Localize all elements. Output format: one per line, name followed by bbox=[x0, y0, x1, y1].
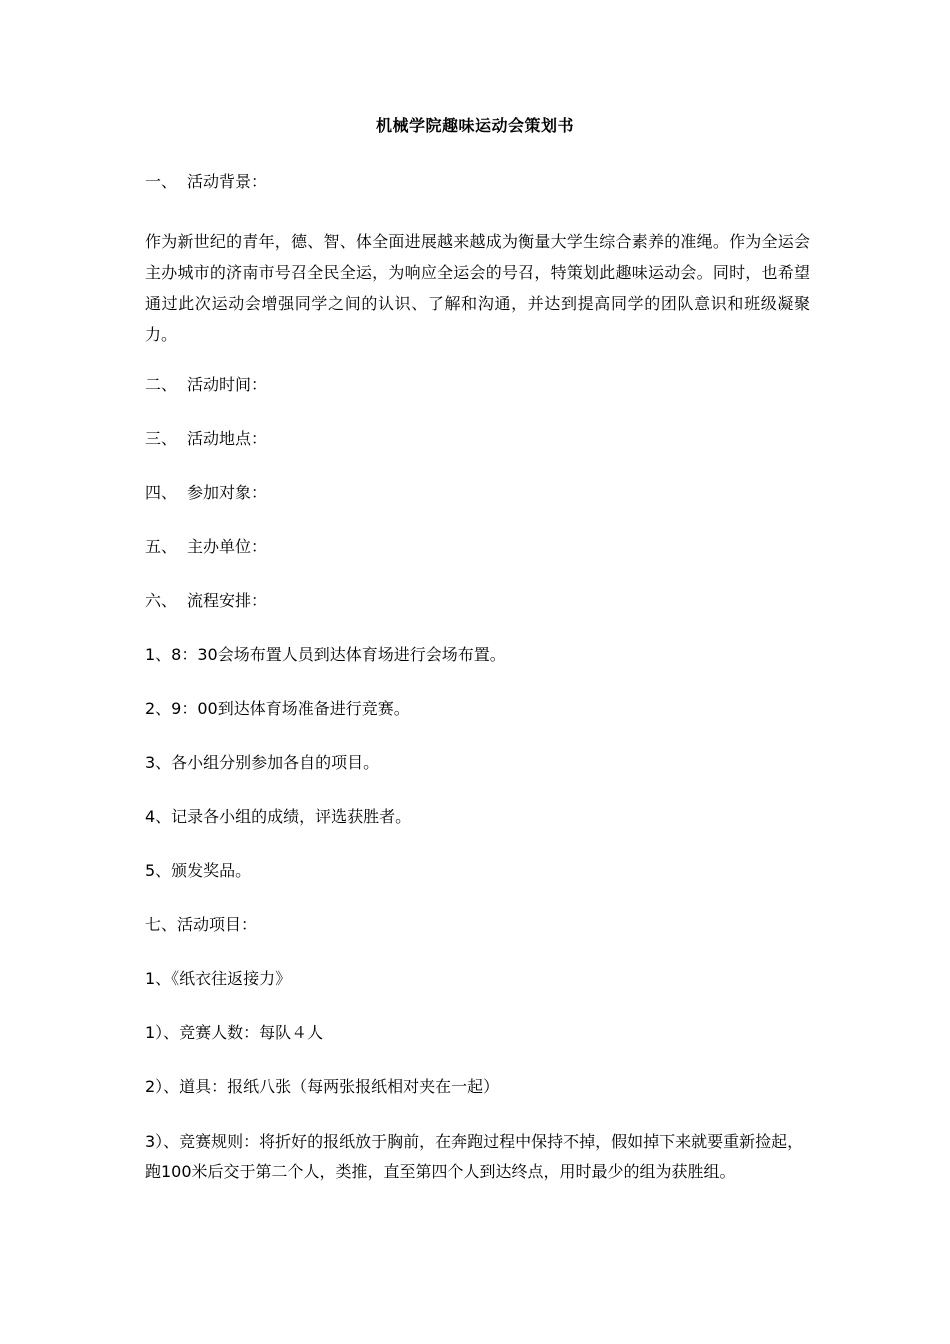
section-heading-participants bbox=[145, 483, 810, 503]
event-title: 1、《纸衣往返接力》 bbox=[145, 969, 292, 988]
section-label: 活动时间： bbox=[187, 375, 268, 394]
section-heading-organizer bbox=[145, 537, 810, 557]
event-people: 1）、竞赛人数：每队４人 bbox=[145, 1023, 324, 1042]
schedule-item: 3、各小组分别参加各自的项目。 bbox=[145, 753, 380, 772]
section-number: 四、 bbox=[145, 483, 178, 502]
section-number: 一、 bbox=[145, 172, 178, 191]
section-heading-schedule bbox=[145, 591, 810, 611]
section-number: 六、 bbox=[145, 591, 178, 610]
schedule-item: 2、9：00到达体育场准备进行竞赛。 bbox=[145, 699, 410, 718]
section-heading-background bbox=[145, 172, 810, 192]
event-props: 2）、道具：报纸八张（每两张报纸相对夹在一起） bbox=[145, 1077, 500, 1096]
section-label: 主办单位： bbox=[187, 537, 268, 556]
event-rules: 3）、竞赛规则：将折好的报纸放于胸前，在奔跑过程中保持不掉，假如掉下来就要重新捡起，跑100米后交于第二个人，类推，直至第四个人到达终点，用时最少的组为获胜组。 bbox=[145, 1132, 804, 1181]
section-heading-events: 七、活动项目： bbox=[145, 915, 258, 934]
schedule-item: 1、8：30会场布置人员到达体育场进行会场布置。 bbox=[145, 645, 506, 664]
schedule-item: 4、记录各小组的成绩，评选获胜者。 bbox=[145, 807, 412, 826]
section-number: 二、 bbox=[145, 375, 178, 394]
page-title: 机械学院趣味运动会策划书 bbox=[375, 116, 574, 135]
section-heading-time bbox=[145, 375, 810, 395]
background-paragraph: 作为新世纪的青年，德、智、体全面进展越来越成为衡量大学生综合素养的准绳。作为全运会主办城市的济南市号召全民全运，为响应全运会的号召，特策划此趣味运动会。同时，也希望通过此次运动会增强同学之间的认识、了解和沟通，并达到提高同学的团队意识和班级凝聚力。 bbox=[145, 232, 810, 344]
schedule-item: 5、颁发奖品。 bbox=[145, 861, 252, 880]
section-heading-location bbox=[145, 429, 810, 449]
section-label: 流程安排： bbox=[187, 591, 268, 610]
section-label: 参加对象： bbox=[187, 483, 268, 502]
section-label: 活动背景： bbox=[187, 172, 268, 191]
section-label: 活动地点： bbox=[187, 429, 268, 448]
section-number: 三、 bbox=[145, 429, 178, 448]
section-number: 五、 bbox=[145, 537, 178, 556]
